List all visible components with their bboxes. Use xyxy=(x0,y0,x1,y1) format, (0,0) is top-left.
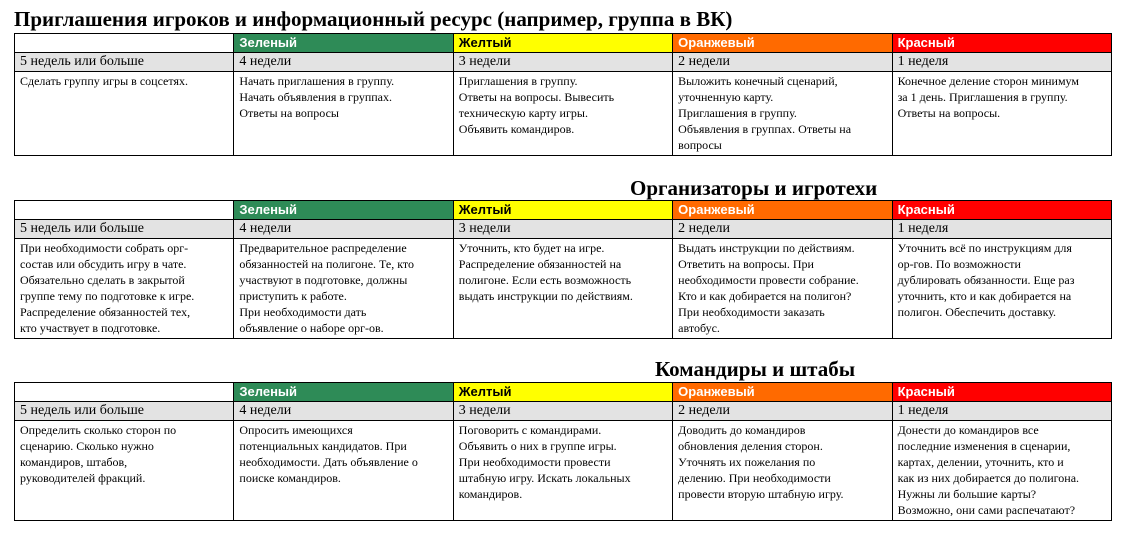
period-cell: 2 недели xyxy=(673,53,892,72)
task-text-line: Опросить имеющихся xyxy=(239,423,353,437)
task-text-line: Возможно, они сами распечатают? xyxy=(897,503,1076,517)
task-text-line: Распределение обязанностей тех, xyxy=(20,305,191,319)
status-header-cell: Оранжевый xyxy=(673,34,892,53)
period-cell: 4 недели xyxy=(234,402,453,421)
status-header-cell: Зеленый xyxy=(234,34,453,53)
status-header-cell: Желтый xyxy=(453,383,672,402)
task-text-line: Объявления в группах. Ответы на xyxy=(678,122,852,136)
task-row xyxy=(15,421,1112,521)
task-cell xyxy=(453,239,672,339)
task-text-line: обязанностей на полигоне. Те, кто xyxy=(239,257,414,271)
task-text-line: Ответы на вопросы. Вывесить xyxy=(458,90,615,104)
task-text-line: Донести до командиров все xyxy=(897,423,1039,437)
status-header-row xyxy=(15,383,1112,402)
task-text-line: Начать приглашения в группу. xyxy=(239,74,395,88)
task-text-line: вопросы xyxy=(678,138,722,152)
task-cell xyxy=(892,421,1111,521)
status-header-cell: Зеленый xyxy=(234,201,453,220)
task-text-line: Предварительное распределение xyxy=(239,241,407,255)
task-text-line: командиров, штабов, xyxy=(20,455,128,469)
task-text-line: полигон. Обеспечить доставку. xyxy=(897,305,1057,319)
period-cell: 5 недель или больше xyxy=(15,402,234,421)
task-text-line: кто участвует в подготовке. xyxy=(20,321,161,335)
period-row xyxy=(15,220,1112,239)
task-cell xyxy=(673,421,892,521)
task-text-line: Приглашения в группу. xyxy=(678,106,797,120)
section-title: Командиры и штабы xyxy=(655,357,856,381)
task-text-line: дублировать обязанности. Еще раз xyxy=(897,273,1075,287)
task-text-line: руководителей фракций. xyxy=(20,471,146,485)
task-text-line: обновления деления сторон. xyxy=(678,439,823,453)
task-cell xyxy=(892,72,1111,156)
task-text-line: командиров. xyxy=(458,487,523,501)
period-cell: 2 недели xyxy=(673,402,892,421)
task-text-line: Ответить на вопросы. При xyxy=(678,257,814,271)
task-text-line: уточненную карту. xyxy=(678,90,774,104)
task-text-line: сценарию. Сколько нужно xyxy=(20,439,154,453)
period-cell: 3 недели xyxy=(453,402,672,421)
task-cell xyxy=(234,72,453,156)
task-text-line: картах, делении, уточнить, кто и xyxy=(897,455,1064,469)
task-text-line: выдать инструкции по действиям. xyxy=(458,289,633,303)
task-text-line: При необходимости заказать xyxy=(678,305,825,319)
task-text-line: Объявить о них в группе игры. xyxy=(458,439,617,453)
status-header-cell: Зеленый xyxy=(234,383,453,402)
task-text-line: Ответы на вопросы. xyxy=(897,106,1001,120)
task-text-line: Начать объявления в группах. xyxy=(239,90,392,104)
section-title: Организаторы и игротехи xyxy=(630,176,878,200)
task-text-line: Конечное деление сторон минимум xyxy=(897,74,1079,88)
task-text-line: группе тему по подготовке к игре. xyxy=(20,289,195,303)
status-header-cell: Желтый xyxy=(453,201,672,220)
task-text-line: Кто и как добирается на полигон? xyxy=(678,289,852,303)
period-cell: 1 неделя xyxy=(892,402,1111,421)
task-text-line: автобус. xyxy=(678,321,720,335)
period-row xyxy=(15,402,1112,421)
status-header-cell: Оранжевый xyxy=(673,201,892,220)
task-text-line: штабную игру. Искать локальных xyxy=(458,471,631,485)
schedule-table xyxy=(14,33,1112,156)
task-text-line: Обязательно сделать в закрытой xyxy=(20,273,185,287)
period-cell: 1 неделя xyxy=(892,220,1111,239)
task-cell xyxy=(234,421,453,521)
period-cell: 5 недель или больше xyxy=(15,53,234,72)
task-text-line: Выложить конечный сценарий, xyxy=(678,74,838,88)
task-text-line: Доводить до командиров xyxy=(678,423,806,437)
header-empty-cell xyxy=(15,201,234,220)
task-text-line: При необходимости собрать орг- xyxy=(20,241,189,255)
task-text-line: провести вторую штабную игру. xyxy=(678,487,844,501)
task-text-line: Уточнить, кто будет на игре. xyxy=(458,241,605,255)
task-text-line: за 1 день. Приглашения в группу. xyxy=(897,90,1068,104)
schedule-table xyxy=(14,200,1112,339)
task-text-line: участвуют в подготовке, должны xyxy=(239,273,408,287)
task-row xyxy=(15,72,1112,156)
task-text-line: объявление о наборе орг-ов. xyxy=(239,321,384,335)
task-text-line: Распределение обязанностей на xyxy=(458,257,622,271)
task-cell xyxy=(15,239,234,339)
header-empty-cell xyxy=(15,383,234,402)
task-text-line: Определить сколько сторон по xyxy=(20,423,177,437)
status-header-cell: Красный xyxy=(892,34,1111,53)
period-cell: 3 недели xyxy=(453,53,672,72)
task-text-line: необходимости провести собрание. xyxy=(678,273,859,287)
task-text-line: Уточнить всё по инструкциям для xyxy=(897,241,1072,255)
period-cell: 1 неделя xyxy=(892,53,1111,72)
task-text-line: Уточнять их пожелания по xyxy=(678,455,816,469)
task-text-line: техническую карту игры. xyxy=(458,106,588,120)
schedule-table xyxy=(14,382,1112,521)
status-header-cell: Красный xyxy=(892,201,1111,220)
task-cell xyxy=(453,421,672,521)
task-row xyxy=(15,239,1112,339)
status-header-cell: Желтый xyxy=(453,34,672,53)
status-header-row xyxy=(15,201,1112,220)
status-header-row xyxy=(15,34,1112,53)
period-row xyxy=(15,53,1112,72)
task-text-line: состав или обсудить игру в чате. xyxy=(20,257,187,271)
task-cell xyxy=(673,72,892,156)
period-cell: 4 недели xyxy=(234,220,453,239)
task-cell xyxy=(15,421,234,521)
header-empty-cell xyxy=(15,34,234,53)
task-cell xyxy=(453,72,672,156)
task-text-line: Объявить командиров. xyxy=(458,122,575,136)
task-cell xyxy=(673,239,892,339)
period-cell: 2 недели xyxy=(673,220,892,239)
section-title: Приглашения игроков и информационный ресурс (например, группа в ВК) xyxy=(14,7,733,31)
task-text-line: делению. При необходимости xyxy=(678,471,831,485)
task-text-line: полигоне. Если есть возможность xyxy=(458,273,632,287)
task-text-line: необходимости. Дать объявление о xyxy=(239,455,418,469)
task-text-line: При необходимости провести xyxy=(458,455,611,469)
task-text-line: Приглашения в группу. xyxy=(458,74,578,88)
task-text-line: Поговорить с командирами. xyxy=(458,423,602,437)
task-cell xyxy=(15,72,234,156)
task-cell xyxy=(234,239,453,339)
task-text-line: Выдать инструкции по действиям. xyxy=(678,241,855,255)
status-header-cell: Красный xyxy=(892,383,1111,402)
task-text-line: поиске командиров. xyxy=(239,471,341,485)
task-text-line: как из них добирается до полигона. xyxy=(897,471,1080,485)
period-cell: 5 недель или больше xyxy=(15,220,234,239)
task-text-line: потенциальных кандидатов. При xyxy=(239,439,407,453)
task-text-line: последние изменения в сценарии, xyxy=(897,439,1071,453)
task-cell xyxy=(892,239,1111,339)
task-text-line: Сделать группу игры в соцсетях. xyxy=(20,74,188,88)
status-header-cell: Оранжевый xyxy=(673,383,892,402)
task-text-line: приступить к работе. xyxy=(239,289,347,303)
period-cell: 3 недели xyxy=(453,220,672,239)
task-text-line: Нужны ли большие карты? xyxy=(897,487,1037,501)
task-text-line: ор-гов. По возможности xyxy=(897,257,1021,271)
period-cell: 4 недели xyxy=(234,53,453,72)
task-text-line: При необходимости дать xyxy=(239,305,367,319)
task-text-line: Ответы на вопросы xyxy=(239,106,339,120)
task-text-line: уточнить, кто и как добирается на xyxy=(897,289,1072,303)
